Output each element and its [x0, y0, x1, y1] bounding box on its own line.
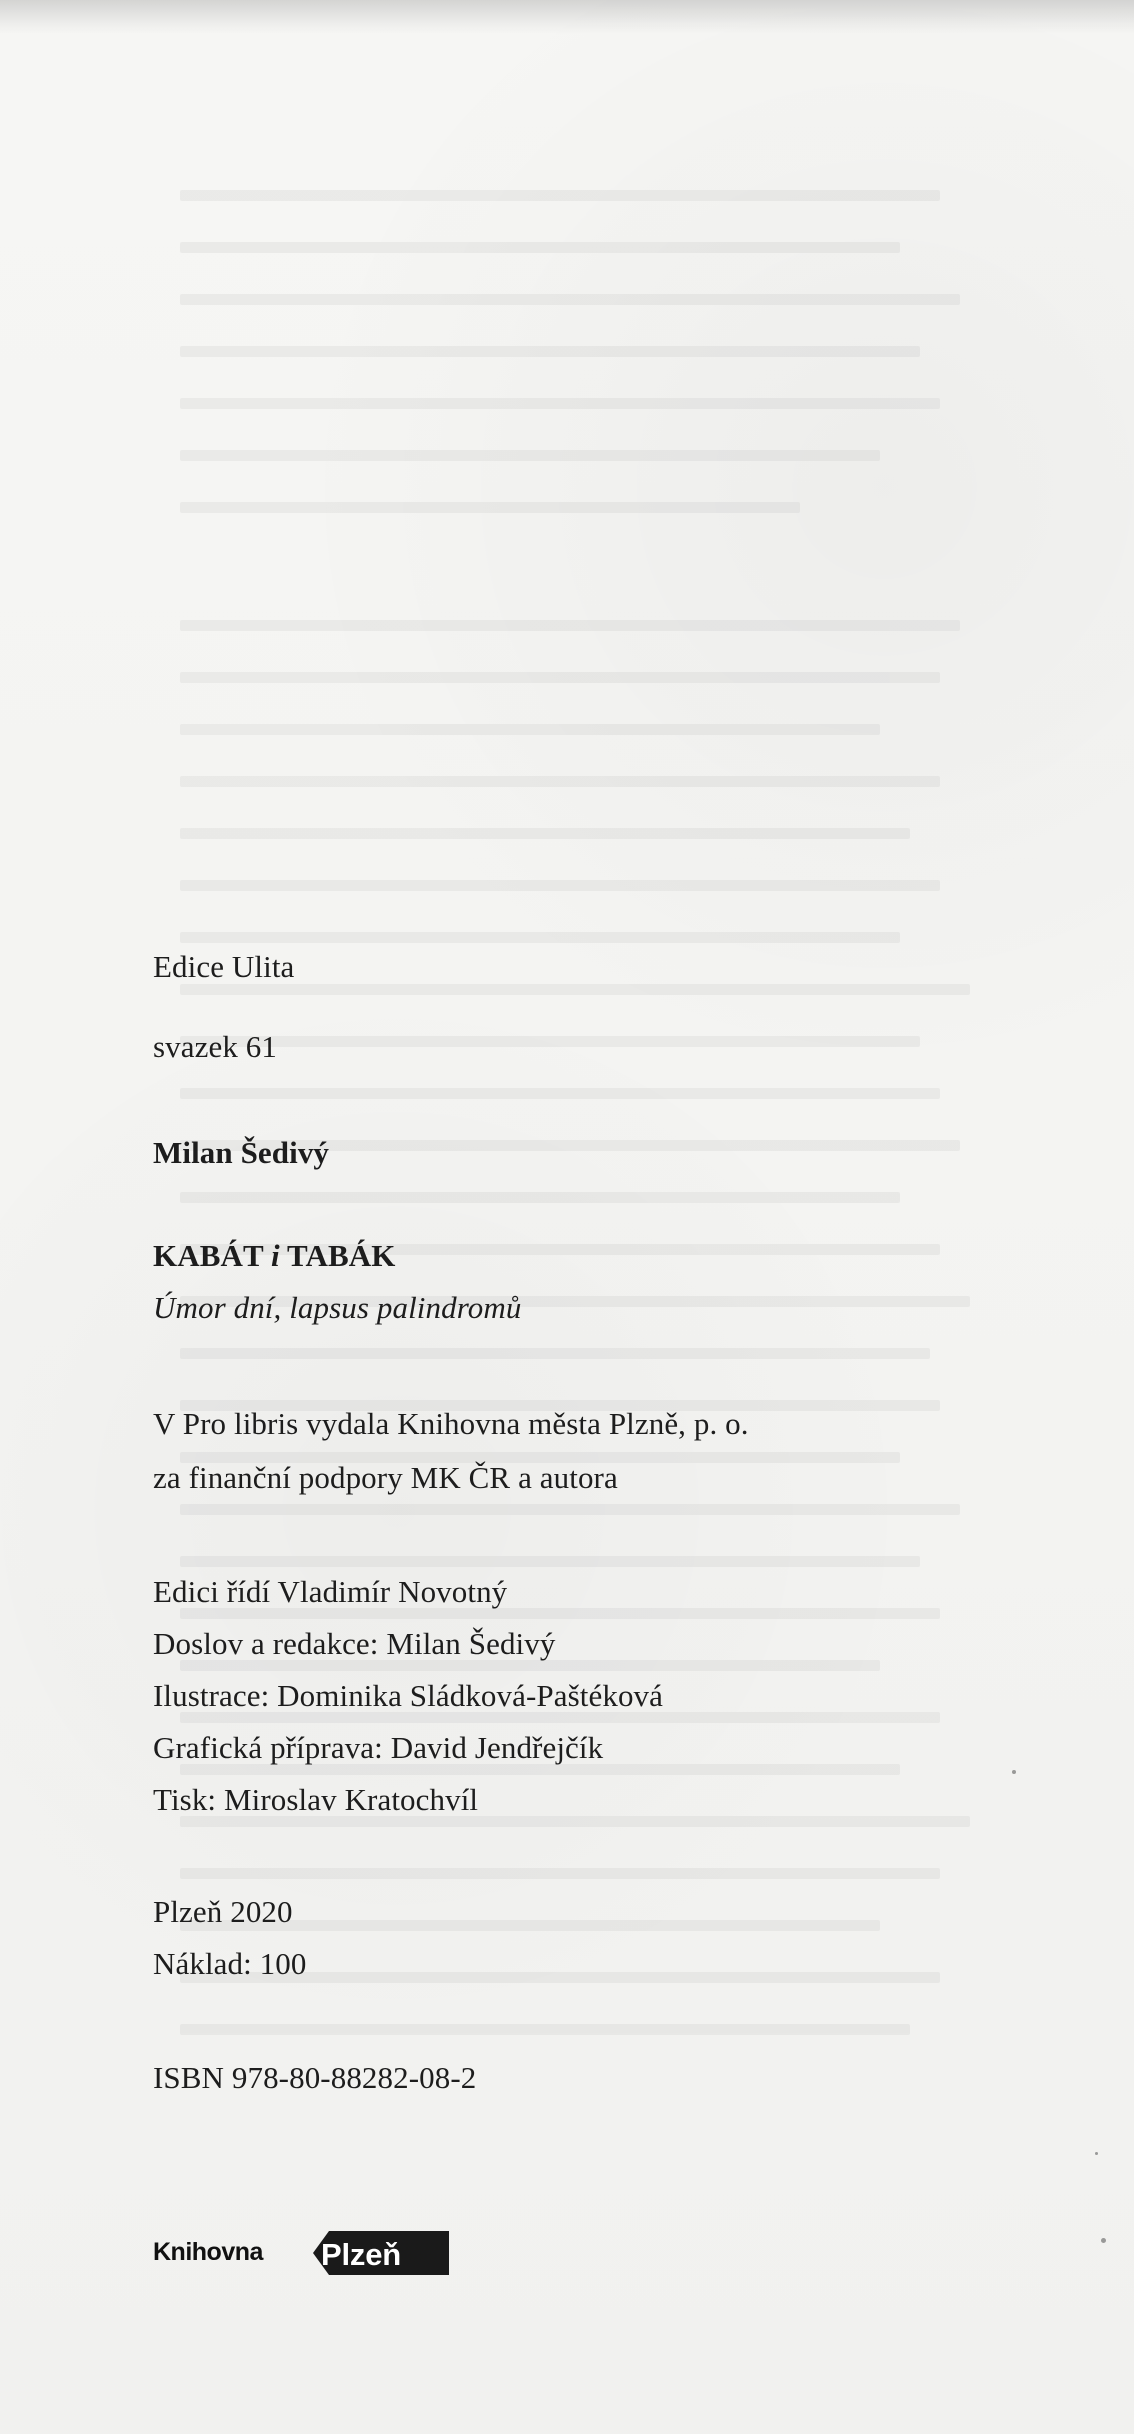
book-title [153, 1240, 395, 1271]
logo-wordmark: Knihovna [153, 2238, 263, 2266]
afterword-credit: Doslov a redakce: Milan Šedivý [153, 1626, 556, 1661]
paper-speck [1012, 1770, 1016, 1774]
isbn: ISBN 978-80-88282-08-2 [153, 2060, 477, 2095]
series-editor-credit: Edici řídí Vladimír Novotný [153, 1574, 508, 1609]
publisher-line-2: za finanční podpory MK ČR a autora [153, 1460, 618, 1495]
page-top-shadow [0, 0, 1134, 34]
paper-speck [1095, 2152, 1098, 2155]
logo-box-label: Plzeň [321, 2237, 401, 2272]
book-title-part-1: KABÁT [153, 1238, 272, 1273]
book-title-italic-i: i [271, 1238, 280, 1273]
graphic-design-credit: Grafická příprava: David Jendřejčík [153, 1730, 604, 1765]
volume-number: svazek 61 [153, 1029, 277, 1064]
edition-name: Edice Ulita [153, 949, 295, 984]
publisher-line-1: V Pro libris vydala Knihovna města Plzně, p. o. [153, 1406, 749, 1441]
book-title-part-2: TABÁK [279, 1238, 396, 1273]
paper-speck [1101, 2238, 1106, 2243]
place-and-year: Plzeň 2020 [153, 1894, 293, 1929]
print-run: Náklad: 100 [153, 1946, 307, 1981]
book-subtitle: Úmor dní, lapsus palindromů [153, 1290, 522, 1325]
author-name: Milan Šedivý [153, 1135, 330, 1170]
printer-credit: Tisk: Miroslav Kratochvíl [153, 1782, 479, 1817]
illustration-credit: Ilustrace: Dominika Sládková-Paštéková [153, 1678, 664, 1713]
knihovna-plzen-logo [153, 2231, 473, 2275]
